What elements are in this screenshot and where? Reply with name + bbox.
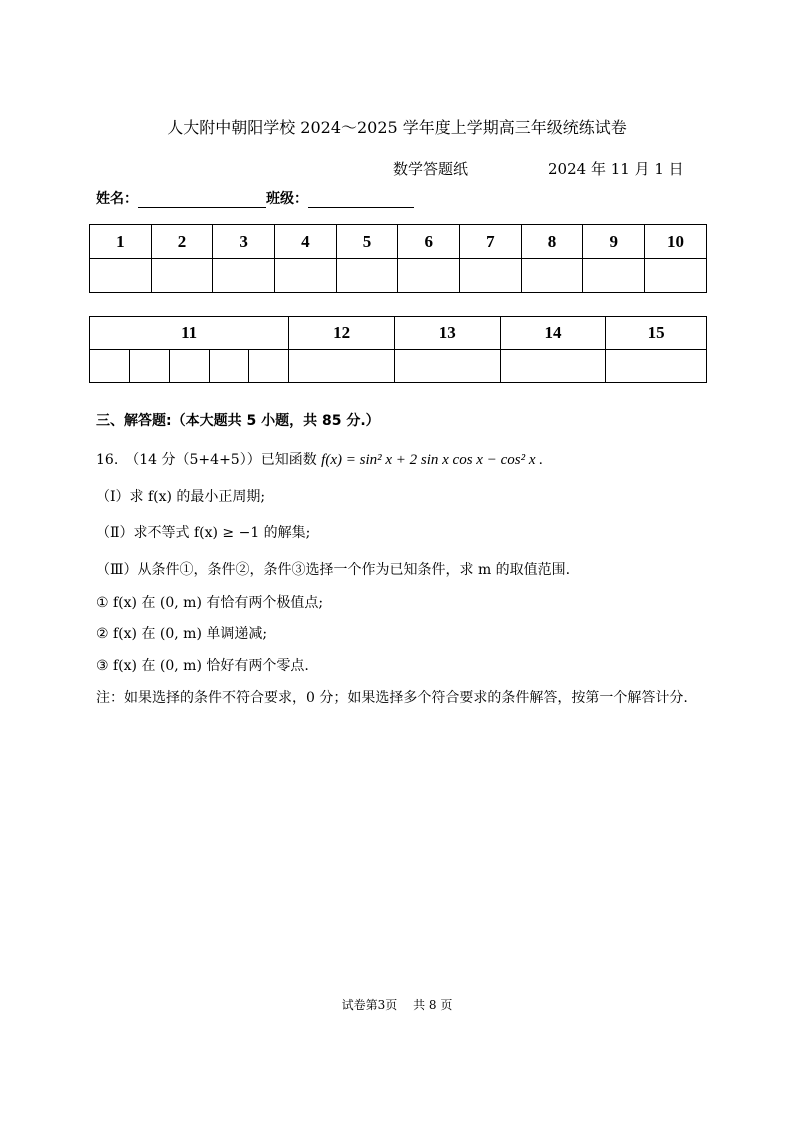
question-16-part-2: （Ⅱ）求不等式 f(x) ≥ −1 的解集; [96, 525, 311, 541]
question-16-stem [96, 449, 543, 469]
answer-cell[interactable] [645, 259, 707, 293]
answer-cell[interactable] [275, 259, 337, 293]
table-row [90, 259, 707, 293]
question-number-cell: 13 [394, 317, 500, 350]
page-footer: 试卷第3页 共 8 页 [341, 998, 453, 1012]
exam-date: 2024 年 11 月 1 日 [548, 160, 684, 178]
question-number-cell: 14 [500, 317, 606, 350]
question-16-prefix: 16. （14 分（5+4+5））已知函数 [96, 452, 317, 468]
answer-cell[interactable] [521, 259, 583, 293]
question-16-part-1: （Ⅰ）求 f(x) 的最小正周期; [96, 489, 266, 505]
name-field[interactable] [138, 193, 266, 208]
question-number-cell: 2 [151, 225, 213, 259]
answer-cell[interactable] [213, 259, 275, 293]
question-number-cell: 6 [398, 225, 460, 259]
answer-cell[interactable] [90, 350, 130, 383]
question-number-cell: 10 [645, 225, 707, 259]
table-row [90, 317, 707, 350]
page-title: 人大附中朝阳学校 2024～2025 学年度上学期高三年级统练试卷 [167, 118, 627, 137]
answer-cell[interactable] [336, 259, 398, 293]
answer-cell[interactable] [394, 350, 500, 383]
question-number-cell: 3 [213, 225, 275, 259]
answer-cell[interactable] [583, 259, 645, 293]
question-number-cell: 7 [460, 225, 522, 259]
class-field[interactable] [308, 193, 414, 208]
answer-cell[interactable] [289, 350, 395, 383]
answer-grid-11-15 [89, 316, 707, 383]
condition-2: ② f(x) 在 (0, m) 单调递减; [96, 626, 268, 642]
answer-grid-1-10 [89, 224, 707, 293]
answer-cell[interactable] [398, 259, 460, 293]
table-row [90, 350, 707, 383]
question-number-cell: 12 [289, 317, 395, 350]
answer-cell[interactable] [129, 350, 169, 383]
question-number-cell: 9 [583, 225, 645, 259]
question-number-cell: 1 [90, 225, 152, 259]
question-number-cell: 15 [606, 317, 707, 350]
answer-cell[interactable] [249, 350, 289, 383]
name-label: 姓名： [96, 191, 138, 207]
function-formula: f(x) = sin² x + 2 sin x cos x − cos² x . [321, 452, 543, 468]
section-heading: 三、解答题:（本大题共 5 小题，共 85 分.） [96, 413, 380, 429]
answer-cell[interactable] [460, 259, 522, 293]
answer-sheet-subtitle: 数学答题纸 [393, 160, 469, 178]
answer-cell[interactable] [169, 350, 209, 383]
condition-1: ① f(x) 在 (0, m) 有恰有两个极值点; [96, 595, 324, 611]
question-number-cell: 8 [521, 225, 583, 259]
condition-3: ③ f(x) 在 (0, m) 恰好有两个零点. [96, 658, 309, 674]
question-number-cell: 5 [336, 225, 398, 259]
answer-cell[interactable] [606, 350, 707, 383]
answer-cell[interactable] [151, 259, 213, 293]
class-label: 班级： [266, 191, 308, 207]
question-16-part-3: （Ⅲ）从条件①，条件②，条件③选择一个作为已知条件，求 m 的取值范围. [96, 562, 571, 578]
question-number-cell: 4 [275, 225, 337, 259]
answer-cell[interactable] [209, 350, 249, 383]
question-number-cell: 11 [90, 317, 289, 350]
question-16-note: 注：如果选择的条件不符合要求，0 分；如果选择多个符合要求的条件解答，按第一个解答计分. [96, 690, 688, 706]
answer-cell[interactable] [90, 259, 152, 293]
answer-cell[interactable] [500, 350, 606, 383]
student-info-row [96, 188, 414, 208]
table-row [90, 225, 707, 259]
